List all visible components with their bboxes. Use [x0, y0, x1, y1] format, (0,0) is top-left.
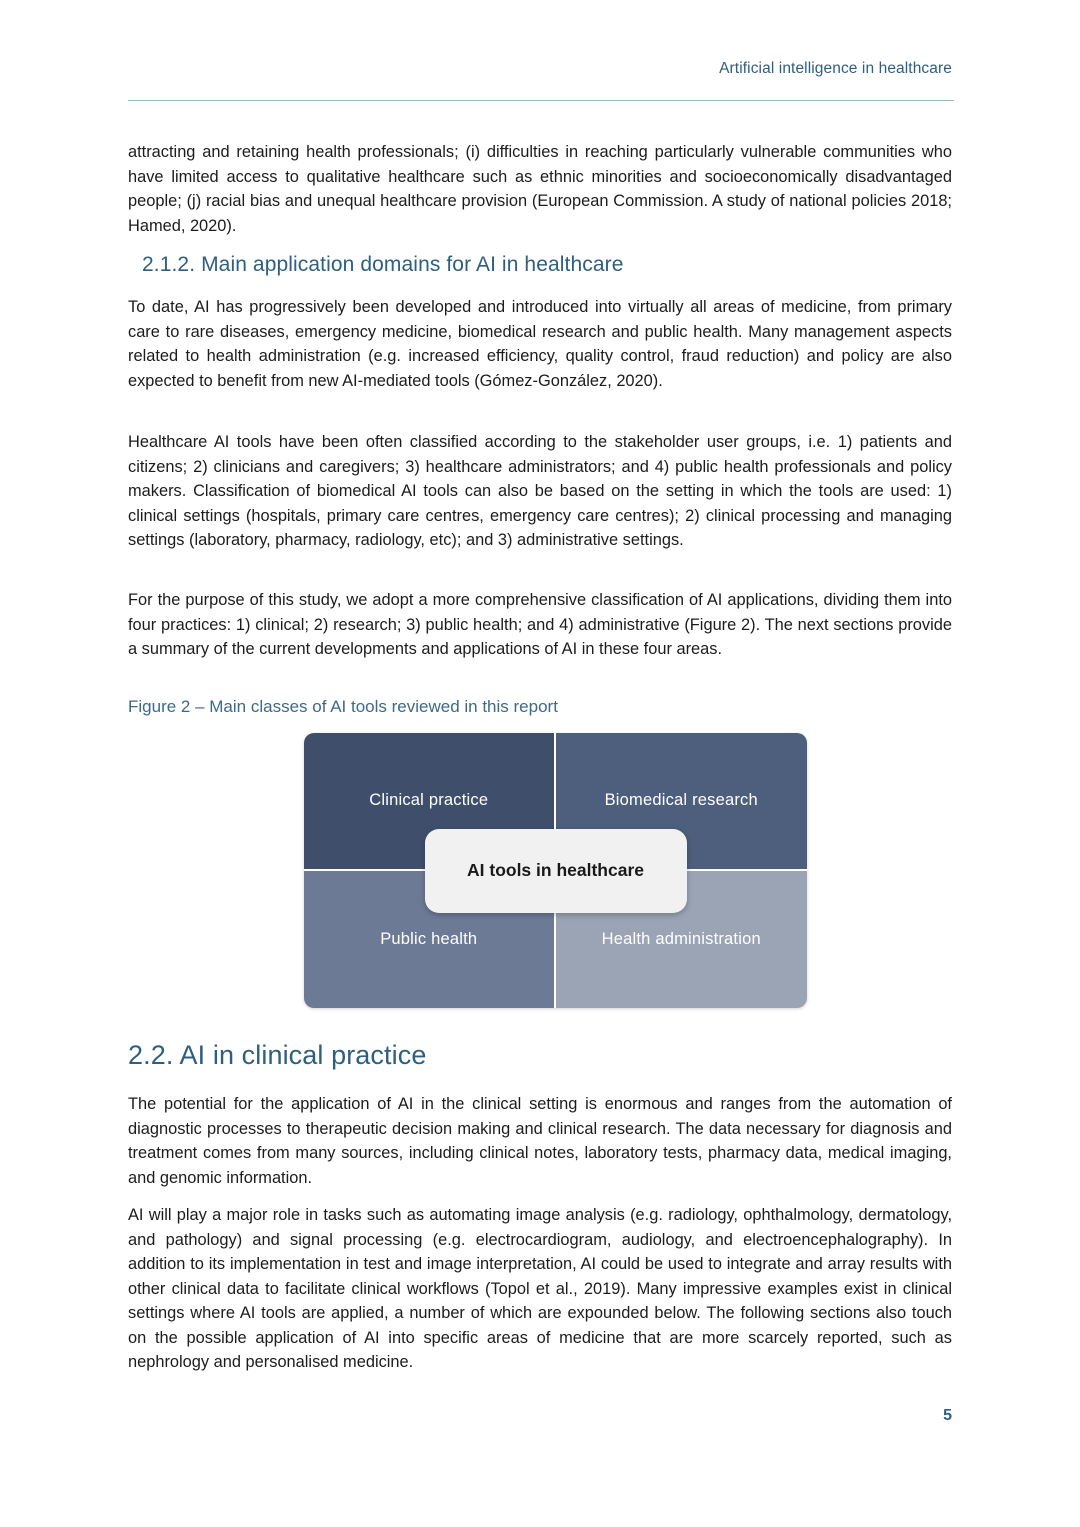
paragraph-2: To date, AI has progressively been developed and introduced into virtually all areas of medicine, from primary care to rare diseases, emergency medicine, biomedical research and public health. Many management aspects related to health administration (e.g. increased efficiency, quality control, fraud reduction) and policy are also expected to benefit from new AI-mediated tools (Gómez-González, 2020). [128, 298, 952, 390]
quadrant-clinical-practice: Clinical practice [304, 733, 556, 871]
paragraph-6: AI will play a major role in tasks such as automating image analysis (e.g. radiology, ophthalmology, dermatology, and pathology) and signal processing (e.g. electrocardiogram, audiology, and electroencephalography). In addition to its implementation in test and image interpretation, AI could be used to integrate and array results with other clinical data to facilitate clinical workflows (Topol et al., 2019). Many impressive examples exist in clinical settings where AI tools are applied, a number of which are expounded below. The following sections also touch on the possible application of AI into specific areas of medicine that are more scarcely reported, such as nephrology and personalised medicine. [128, 1206, 952, 1371]
paragraph-1: attracting and retaining health professionals; (i) difficulties in reaching particularly vulnerable communities who have limited access to qualitative healthcare such as ethnic minorities and socioeconomically disadvantaged people; (j) racial bias and unequal healthcare provision (European Commission. A study of national policies 2018; Hamed, 2020). [128, 143, 952, 235]
figure-center-label: AI tools in healthcare [425, 829, 687, 913]
quadrant-public-health: Public health [304, 871, 556, 1009]
heading-2-2: 2.2. AI in clinical practice [128, 1040, 427, 1070]
figure-2 [304, 733, 807, 1008]
heading-2-1-2: 2.1.2. Main application domains for AI in healthcare [142, 253, 624, 276]
quadrant-health-administration: Health administration [556, 871, 808, 1009]
paragraph-4: For the purpose of this study, we adopt a more comprehensive classification of AI applications, dividing them into four practices: 1) clinical; 2) research; 3) public health; and 4) administrative (Figure 2). The next sections provide a summary of the current developments and applications of AI in these four areas. [128, 591, 952, 658]
page-content [128, 0, 952, 1527]
figure-2-caption: Figure 2 – Main classes of AI tools reviewed in this report [128, 697, 558, 716]
paragraph-5: The potential for the application of AI in the clinical setting is enormous and ranges from the automation of diagnostic processes to therapeutic decision making and clinical research. The data necessary for diagnosis and treatment comes from many sources, including clinical notes, laboratory tests, pharmacy data, medical imaging, and genomic information. [128, 1095, 952, 1187]
paragraph-3: Healthcare AI tools have been often classified according to the stakeholder user groups, i.e. 1) patients and citizens; 2) clinicians and caregivers; 3) healthcare administrators; and 4) public health professionals and policy makers. Classification of biomedical AI tools can also be based on the setting in which the tools are used: 1) clinical settings (hospitals, primary care centres, emergency care centres); 2) clinical processing and managing settings (laboratory, pharmacy, radiology, etc); and 3) administrative settings. [128, 433, 952, 549]
running-header: Artificial intelligence in healthcare [719, 60, 952, 77]
header-divider [128, 100, 954, 101]
page-number: 5 [943, 1407, 952, 1424]
quadrant-biomedical-research: Biomedical research [556, 733, 808, 871]
